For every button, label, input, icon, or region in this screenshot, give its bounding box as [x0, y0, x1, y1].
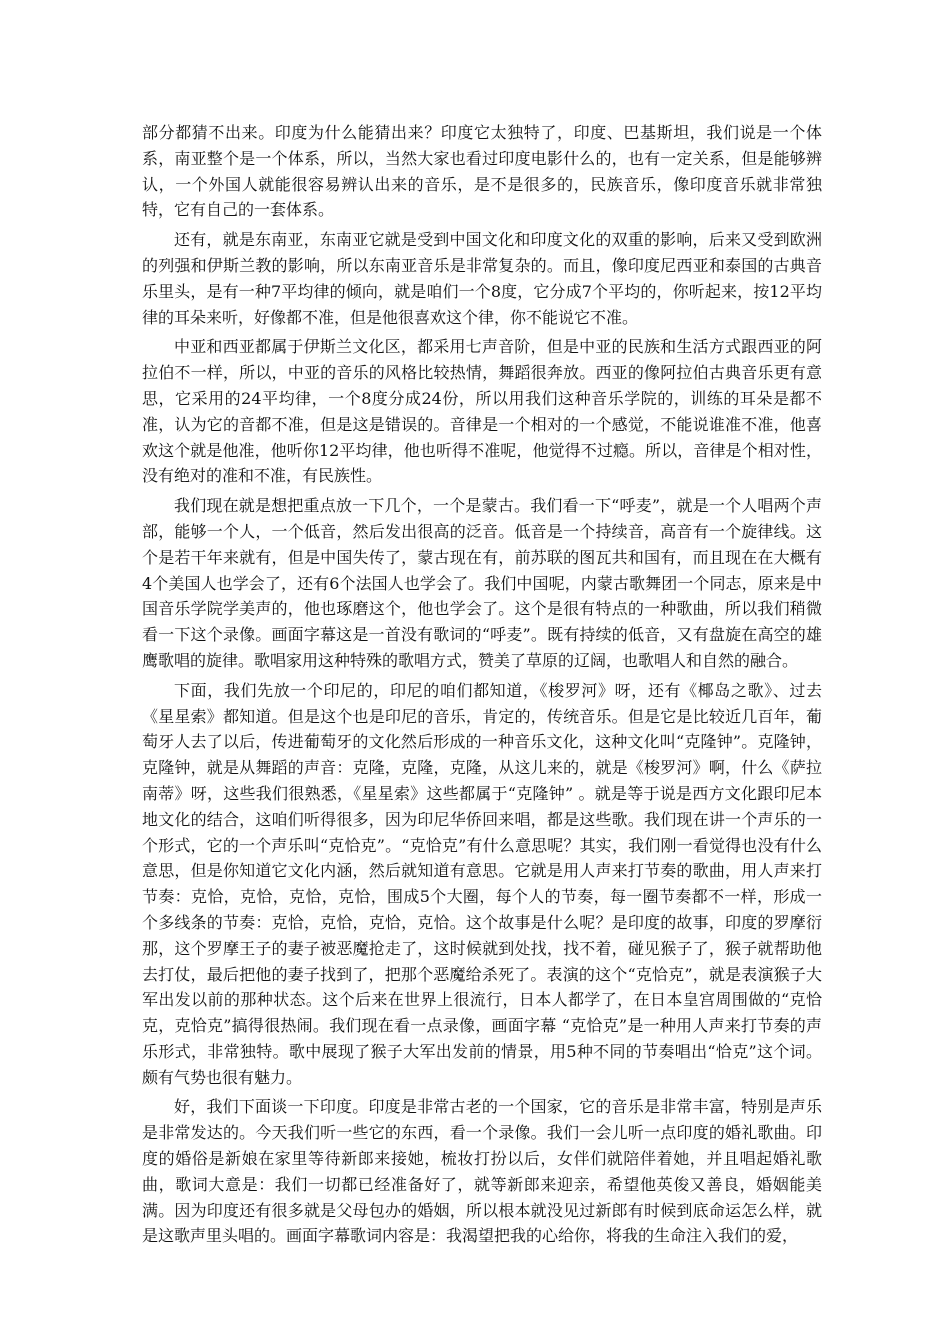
paragraph-5: 下面，我们先放一个印尼的，印尼的咱们都知道，《梭罗河》呀，还有《椰岛之歌》、过去《星星索》都知道。但是这个也是印尼的音乐，肯定的，传统音乐。但是它是比较近几百年，葡萄牙人去了以后，传进葡萄牙的文化然后形成的一种音乐文化，这种文化叫“克隆钟”。克隆钟，克隆钟，就是从舞蹈的声音：克隆，克隆，克隆，从这儿来的，就是《梭罗河》啊，什么《萨拉南蒂》呀，这些我们很熟悉，《星星索》这些都属于“克隆钟” 。就是等于说是西方文化跟印尼本地文化的结合，这咱们听得很多，因为印尼华侨回来唱，都是这些歌。我们现在讲一个声乐的一个形式，它的一个声乐叫“克恰克”。“克恰克”有什么意思呢？其实，我们刚一看觉得也没有什么意思，但是你知道它文化内涵，然后就知道有意思。它就是用人声来打节奏的歌曲，用人声来打节奏：克恰，克恰，克恰，克恰，围成5个大圈，每个人的节奏，每一圈节奏都不一样，形成一个多线条的节奏：克恰，克恰，克恰，克恰。这个故事是什么呢？是印度的故事，印度的罗摩衍那，这个罗摩王子的妻子被恶魔抢走了，这时候就到处找，找不着，碰见猴子了，猴子就帮助他去打仗，最后把他的妻子找到了，把那个恶魔给杀死了。表演的这个“克恰克”，就是表演猴子大军出发以前的那种状态。这个后来在世界上很流行，日本人都学了，在日本皇宫周围做的“克恰克，克恰克”搞得很热闹。我们现在看一点录像，画面字幕 “克恰克”是一种用人声来打节奏的声乐形式，非常独特。歌中展现了猴子大军出发前的情景，用5种不同的节奏唱出“恰克”这个词。颇有气势也很有魅力。: [142, 680, 822, 1087]
paragraph-4: 我们现在就是想把重点放一下几个，一个是蒙古。我们看一下“呼麦”，就是一个人唱两个声部，能够一个人，一个低音，然后发出很高的泛音。低音是一个持续音，高音有一个旋律线。这个是若干年来就有，但是中国失传了，蒙古现在有，前苏联的图瓦共和国有，而且现在在大概有4个美国人也学会了，还有6个法国人也学会了。我们中国呢，内蒙古歌舞团一个同志，原来是中国音乐学院学美声的，他也琢磨这个，他也学会了。这个是很有特点的一种歌曲，所以我们稍微看一下这个录像。画面字幕这是一首没有歌词的“呼麦”。既有持续的低音，又有盘旋在高空的雄鹰歌唱的旋律。歌唱家用这种特殊的歌唱方式，赞美了草原的辽阔，也歌唱人和自然的融合。: [142, 496, 822, 670]
paragraph-1: 部分都猜不出来。印度为什么能猜出来？印度它太独特了，印度、巴基斯坦，我们说是一个体系，南亚整个是一个体系，所以，当然大家也看过印度电影什么的，也有一定关系，但是能够辨认，一个外国人就能很容易辨认出来的音乐，是不是很多的，民族音乐，像印度音乐就非常独特，它有自己的一套体系。: [142, 123, 822, 220]
paragraph-6: 好，我们下面谈一下印度。印度是非常古老的一个国家，它的音乐是非常丰富，特别是声乐是非常发达的。今天我们听一些它的东西，看一个录像。我们一会儿听一点印度的婚礼歌曲。印度的婚俗是新娘在家里等待新郎来接她，梳妆打扮以后，女伴们就陪伴着她，并且唱起婚礼歌曲，歌词大意是：我们一切都已经准备好了，就等新郎来迎亲，希望他英俊又善良，婚姻能美满。因为印度还有很多就是父母包办的婚姻，所以根本就没见过新郎有时候到底命运怎么样，就是这歌声里头唱的。画面字幕歌词内容是：我渴望把我的心给你，将我的生命注入我们的爱，: [142, 1097, 822, 1246]
paragraph-2: 还有，就是东南亚，东南亚它就是受到中国文化和印度文化的双重的影响，后来又受到欧洲的列强和伊斯兰教的影响，所以东南亚音乐是非常复杂的。而且，像印度尼西亚和泰国的古典音乐里头，是有一种7平均律的倾向，就是咱们一个8度，它分成7个平均的，你听起来，按12平均律的耳朵来听，好像都不准，但是他很喜欢这个律，你不能说它不准。: [142, 230, 822, 327]
document-body: [142, 120, 822, 1253]
paragraph-3: 中亚和西亚都属于伊斯兰文化区，都采用七声音阶，但是中亚的民族和生活方式跟西亚的阿拉伯不一样，所以，中亚的音乐的风格比较热情，舞蹈很奔放。西亚的像阿拉伯古典音乐更有意思，它采用的24平均律，一个8度分成24份，所以用我们这种音乐学院的，训练的耳朵是都不准，认为它的音都不准，但是这是错误的。音律是一个相对的一个感觉，不能说谁准不准，他喜欢这个就是他准，他听你12平均律，他也听得不准呢，他觉得不过瘾。所以，音律是个相对性，没有绝对的准和不准，有民族性。: [142, 337, 822, 486]
